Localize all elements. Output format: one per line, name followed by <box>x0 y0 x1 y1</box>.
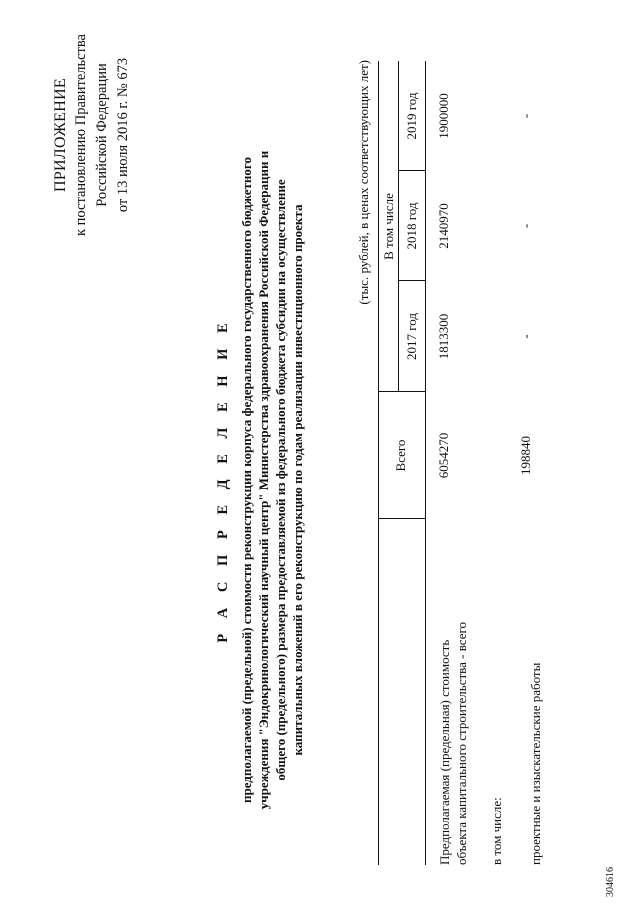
row-label-line: Предполагаемая (предельная) стоимость <box>437 639 452 865</box>
header-total: Всего <box>393 439 408 472</box>
table-row-label: в том числе: <box>489 797 504 865</box>
header-including: В том числе <box>381 193 396 260</box>
row-2018-value: 2140970 <box>436 203 451 249</box>
header-year-2018: 2018 год <box>404 202 419 250</box>
header-year-2019: 2019 год <box>404 92 419 140</box>
row-2019-value: 1900000 <box>436 93 451 139</box>
row-2018-value: - <box>518 223 533 229</box>
row-2019-value: - <box>518 113 533 119</box>
row-2017-value: - <box>518 334 533 339</box>
row-label-line: объекта капитального строительства - всего <box>454 622 469 865</box>
subtitle-line: капитальных вложений в его реконструкцию по годам реализации инвестиционного проекта <box>290 204 305 756</box>
subtitle-line: предполагаемой (предельной) стоимости реконструкции корпуса федерального государственного бюджетного <box>239 156 254 804</box>
appendix-title: ПРИЛОЖЕНИЕ <box>52 78 69 193</box>
appendix-line-3: от 13 июля 2016 г. № 673 <box>115 57 131 213</box>
document-subtitle <box>238 115 306 845</box>
subtitle-line: общего (предельного) размера предоставляемой из федерального бюджета субсидии на осуществление <box>273 179 288 781</box>
header-year-2017: 2017 год <box>404 313 419 360</box>
table-row-label <box>436 622 470 865</box>
appendix-header <box>50 30 134 240</box>
appendix-line-2: Российской Федерации <box>94 63 110 207</box>
page-identifier: 304616 <box>605 867 616 897</box>
row-total-value: 198840 <box>518 436 533 475</box>
table-border-top <box>378 61 379 865</box>
row-total-value: 6054270 <box>436 432 451 479</box>
appendix-line-1: к постановлению Правительства <box>73 34 89 236</box>
table-row-label: проектные и изыскательские работы <box>528 662 543 865</box>
table-subheader-line <box>398 61 399 392</box>
units-note: (тыс. рублей, в ценах соответствующих лет) <box>356 60 371 305</box>
row-2017-value: 1813300 <box>436 313 451 360</box>
table-header-bottom <box>425 61 426 865</box>
document-heading: Р А С П Р Е Д Е Л Е Н И Е <box>215 317 231 643</box>
subtitle-line: учреждения "Эндокринологический научный центр" Министерства здравоохранения Российской Федерации и <box>256 150 271 810</box>
